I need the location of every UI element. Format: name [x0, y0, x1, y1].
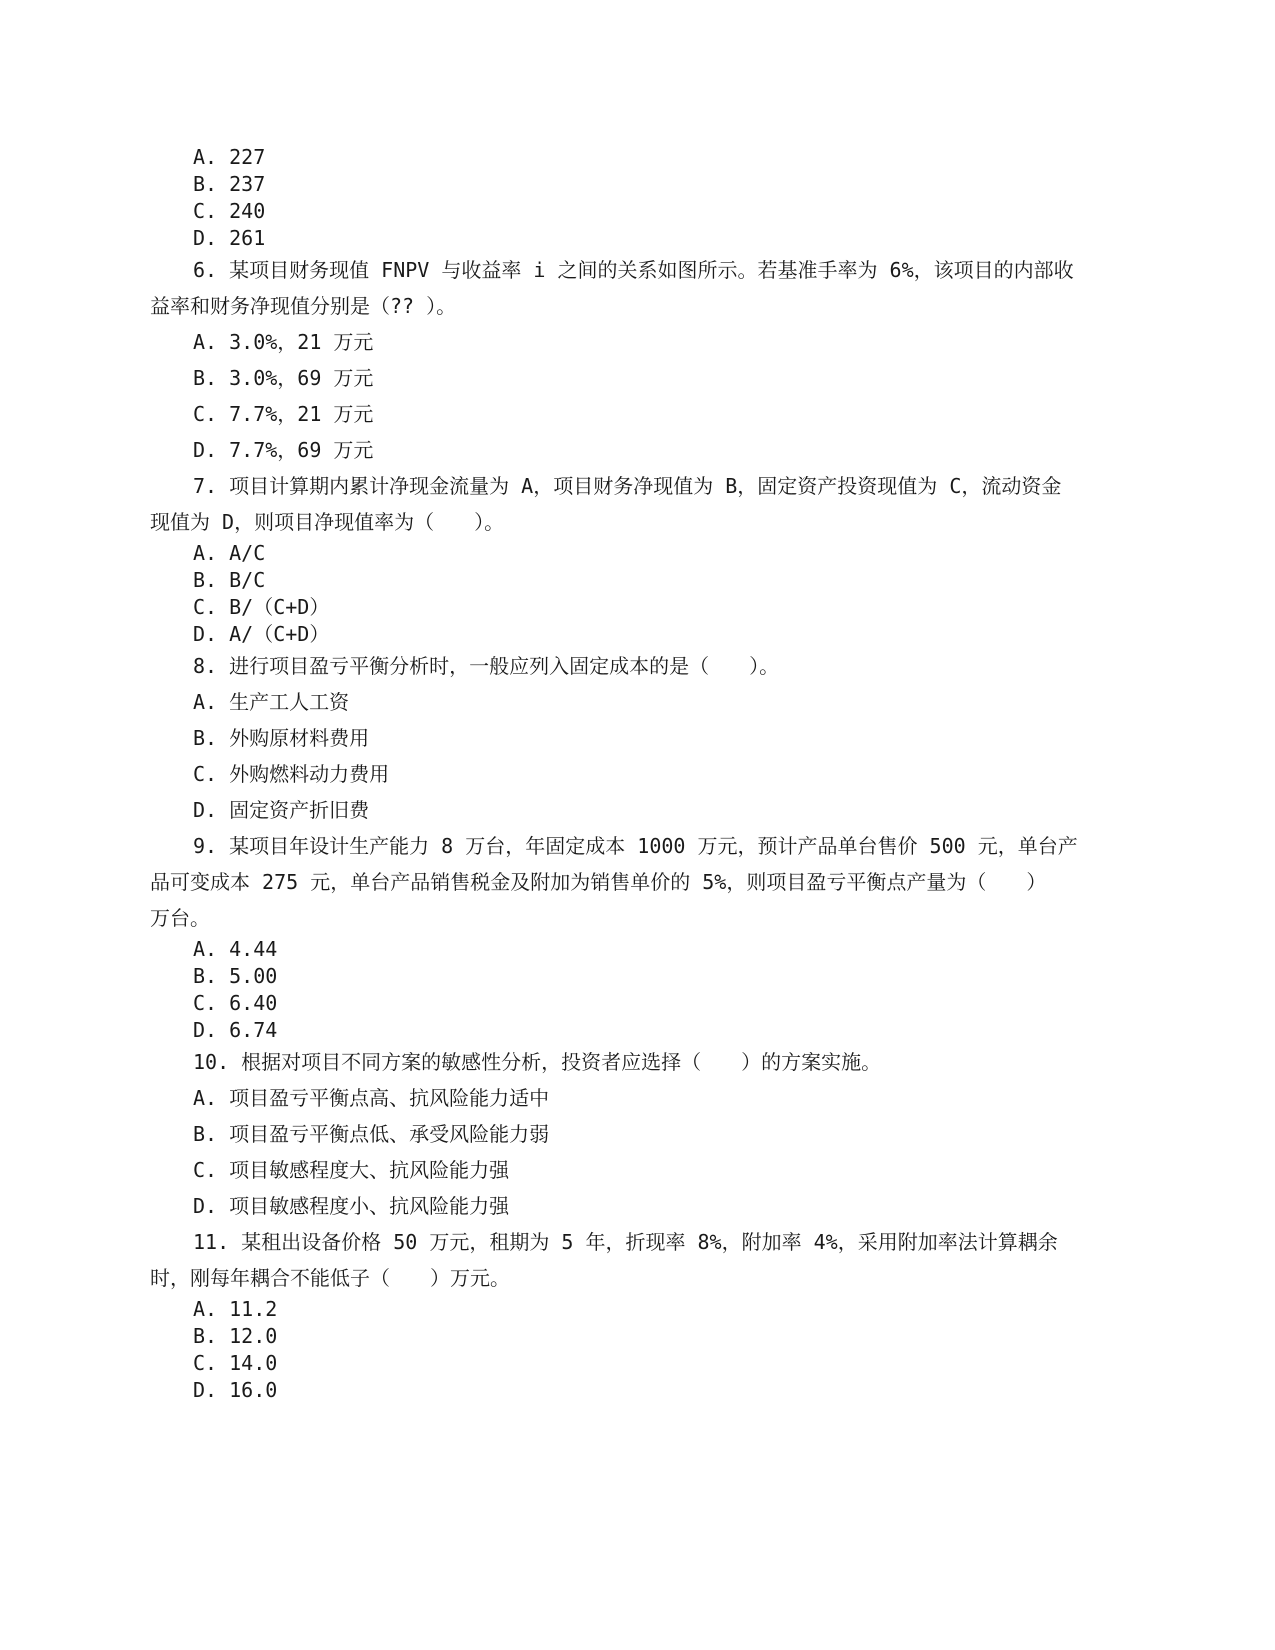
q11-option-a: A. 11.2: [193, 1297, 278, 1321]
q11-option-b: B. 12.0: [193, 1324, 278, 1348]
q9-stem-line2: 品可变成本 275 元，单台产品销售税金及附加为销售单价的 5%，则项目盈亏平衡点产量为（ ）: [150, 870, 1047, 894]
q11-stem-line1: 11. 某租出设备价格 50 万元，租期为 5 年，折现率 8%，附加率 4%，采用附加率法计算耦余: [193, 1230, 1058, 1254]
q7-option-b: B. B/C: [193, 568, 266, 592]
q6-option-b: B. 3.0%，69 万元: [193, 366, 374, 390]
q11-stem-line2: 时，刚每年耦合不能低子（ ）万元。: [150, 1266, 510, 1290]
q5-option-a: A. 227: [193, 145, 266, 169]
q6-option-d: D. 7.7%，69 万元: [193, 438, 374, 462]
q7-stem-line2: 现值为 D，则项目净现值率为（ ）。: [150, 510, 505, 534]
q6-option-a: A. 3.0%，21 万元: [193, 330, 374, 354]
q8-option-d: D. 固定资产折旧费: [193, 798, 370, 822]
q7-stem-line1: 7. 项目计算期内累计净现金流量为 A，项目财务净现值为 B，固定资产投资现值为 C，流动资金: [193, 474, 1062, 498]
q5-option-b: B. 237: [193, 172, 266, 196]
q11-option-c: C. 14.0: [193, 1351, 278, 1375]
q6-option-c: C. 7.7%，21 万元: [193, 402, 374, 426]
q6-stem-line1: 6. 某项目财务现值 FNPV 与收益率 i 之间的关系如图所示。若基准手率为 6%，该项目的内部收: [193, 258, 1074, 282]
q9-option-b: B. 5.00: [193, 964, 278, 988]
q5-option-c: C. 240: [193, 199, 266, 223]
q7-option-a: A. A/C: [193, 541, 266, 565]
q10-option-a: A. 项目盈亏平衡点高、抗风险能力适中: [193, 1086, 550, 1110]
q9-option-a: A. 4.44: [193, 937, 278, 961]
q7-option-c: C. B/（C+D）: [193, 595, 330, 619]
q10-option-b: B. 项目盈亏平衡点低、承受风险能力弱: [193, 1122, 550, 1146]
q10-option-d: D. 项目敏感程度小、抗风险能力强: [193, 1194, 510, 1218]
q10-stem-line1: 10. 根据对项目不同方案的敏感性分析，投资者应选择（ ）的方案实施。: [193, 1050, 882, 1074]
q6-stem-line2: 益率和财务净现值分别是（?? ）。: [150, 294, 457, 318]
q11-option-d: D. 16.0: [193, 1378, 278, 1402]
q8-option-c: C. 外购燃料动力费用: [193, 762, 390, 786]
q10-option-c: C. 项目敏感程度大、抗风险能力强: [193, 1158, 510, 1182]
q5-option-d: D. 261: [193, 226, 266, 250]
q8-option-b: B. 外购原材料费用: [193, 726, 370, 750]
q9-option-d: D. 6.74: [193, 1018, 278, 1042]
q9-stem-line1: 9. 某项目年设计生产能力 8 万台，年固定成本 1000 万元，预计产品单台售价 500 元，单台产: [193, 834, 1078, 858]
q9-option-c: C. 6.40: [193, 991, 278, 1015]
q8-option-a: A. 生产工人工资: [193, 690, 350, 714]
q7-option-d: D. A/（C+D）: [193, 622, 330, 646]
q8-stem-line1: 8. 进行项目盈亏平衡分析时，一般应列入固定成本的是（ ）。: [193, 654, 780, 678]
q9-stem-line3: 万台。: [150, 906, 210, 930]
